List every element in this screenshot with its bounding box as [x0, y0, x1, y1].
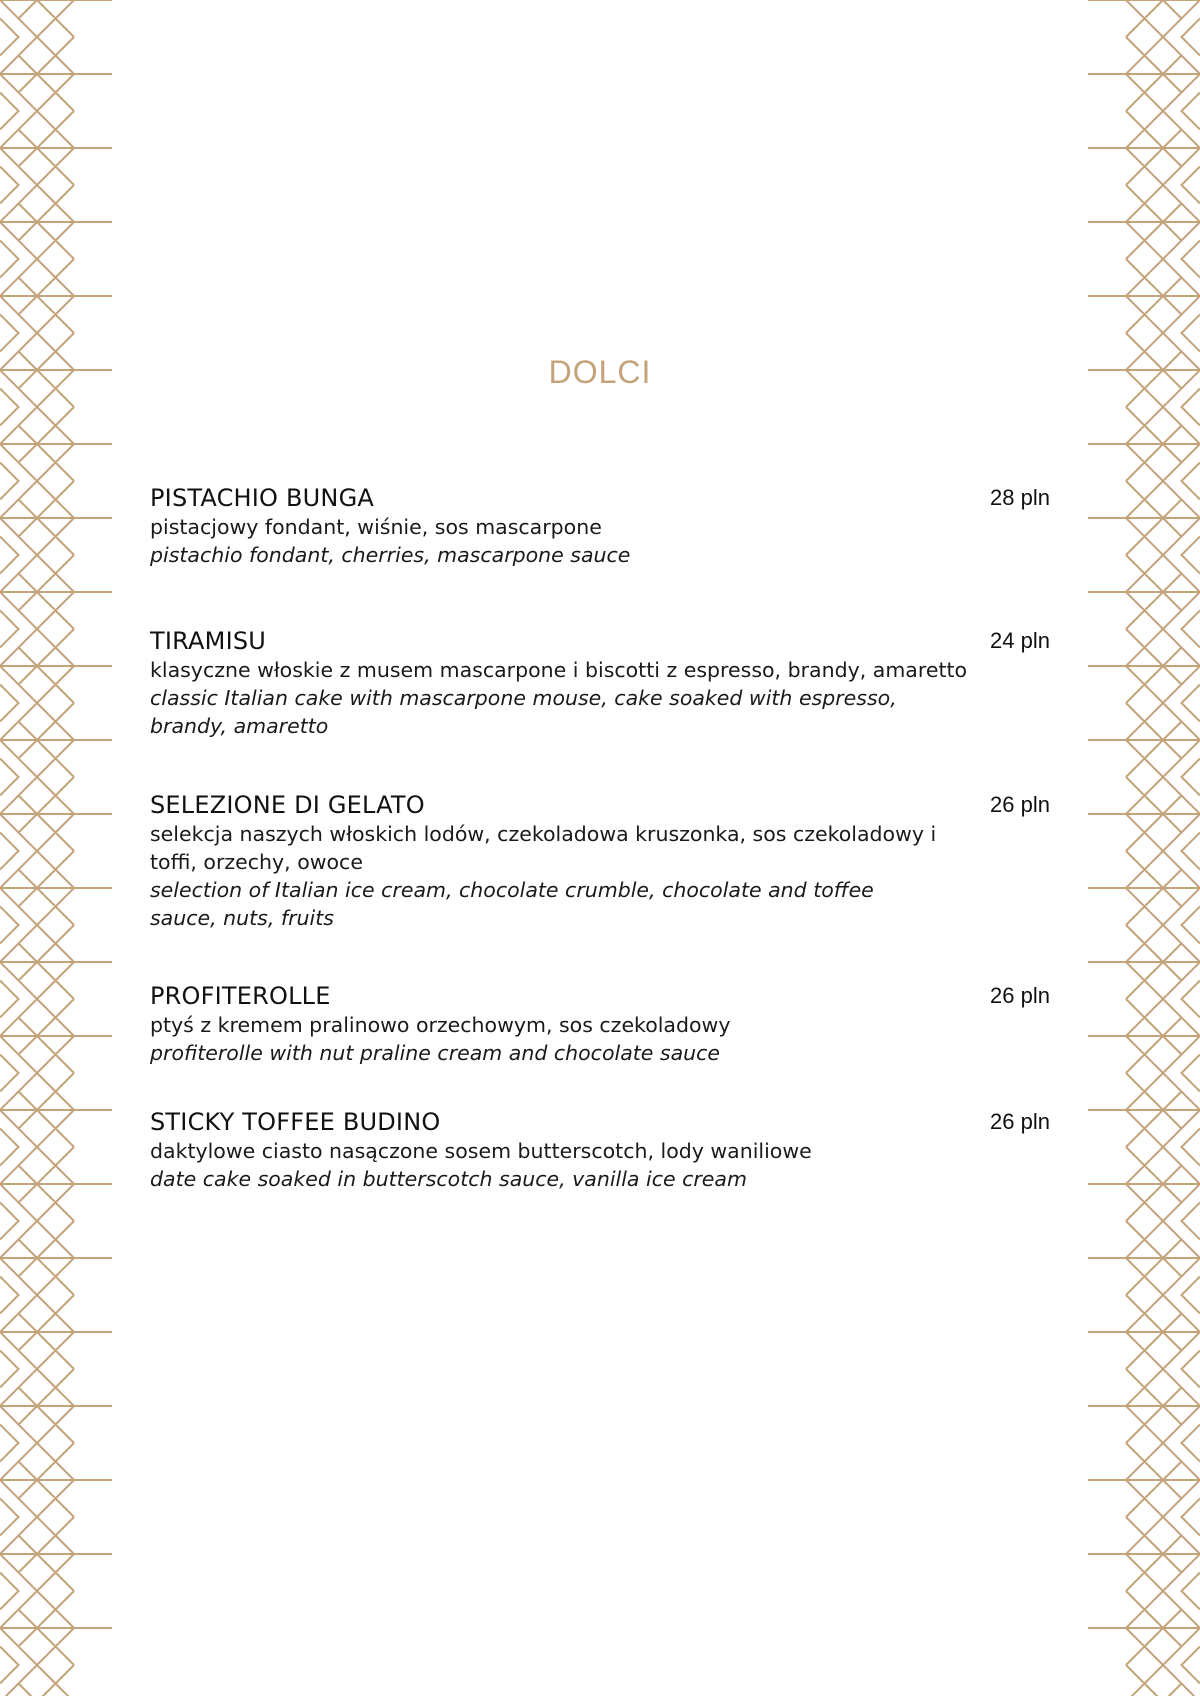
item-name: TIRAMISU [150, 627, 267, 655]
geometric-pattern-left [0, 0, 112, 1696]
item-price: 24 pln [990, 628, 1050, 653]
item-name: SELEZIONE DI GELATO [150, 791, 425, 819]
left-decorative-border [0, 0, 112, 1696]
geometric-lattice-lines [1088, 0, 1200, 1696]
menu-item-selezione-di-gelato [150, 790, 1050, 932]
item-name: PROFITEROLLE [150, 982, 331, 1010]
item-price: 26 pln [990, 1109, 1050, 1134]
item-description-polish: selekcja naszych włoskich lodów, czekoladowa kruszonka, sos czekoladowy i toffi, orzechy, owoce [150, 822, 937, 874]
item-description-english: date cake soaked in butterscotch sauce, vanilla ice cream [150, 1167, 747, 1191]
geometric-lattice-lines [0, 0, 112, 1696]
item-price: 26 pln [990, 983, 1050, 1008]
item-price: 26 pln [990, 792, 1050, 817]
right-decorative-border [1088, 0, 1200, 1696]
item-price: 28 pln [990, 485, 1050, 510]
item-description-polish: klasyczne włoskie z musem mascarpone i biscotti z espresso, brandy, amaretto [150, 658, 968, 682]
page-title: DOLCI [548, 354, 652, 390]
item-description-polish: ptyś z kremem pralinowo orzechowym, sos czekoladowy [150, 1013, 731, 1037]
item-description-english: classic Italian cake with mascarpone mouse, cake soaked with espresso, brandy, amaretto [150, 686, 897, 738]
item-description-polish: pistacjowy fondant, wiśnie, sos mascarpone [150, 515, 602, 539]
item-description-english: profiterolle with nut praline cream and chocolate sauce [150, 1041, 721, 1065]
geometric-pattern-right [1088, 0, 1200, 1696]
menu-item-sticky-toffee-budino [150, 1107, 1050, 1193]
dessert-menu [150, 483, 1050, 1193]
item-description-polish: daktylowe ciasto nasączone sosem butterscotch, lody waniliowe [150, 1139, 812, 1163]
menu-item-pistachio-bunga [150, 483, 1050, 569]
item-description-english: selection of Italian ice cream, chocolate crumble, chocolate and toffee sauce, nuts, fruits [150, 878, 874, 930]
item-name: STICKY TOFFEE BUDINO [150, 1108, 441, 1136]
menu-item-profiterolle [150, 981, 1050, 1067]
item-description-english: pistachio fondant, cherries, mascarpone sauce [150, 543, 631, 567]
item-name: PISTACHIO BUNGA [150, 484, 374, 512]
menu-item-tiramisu [150, 626, 1050, 740]
